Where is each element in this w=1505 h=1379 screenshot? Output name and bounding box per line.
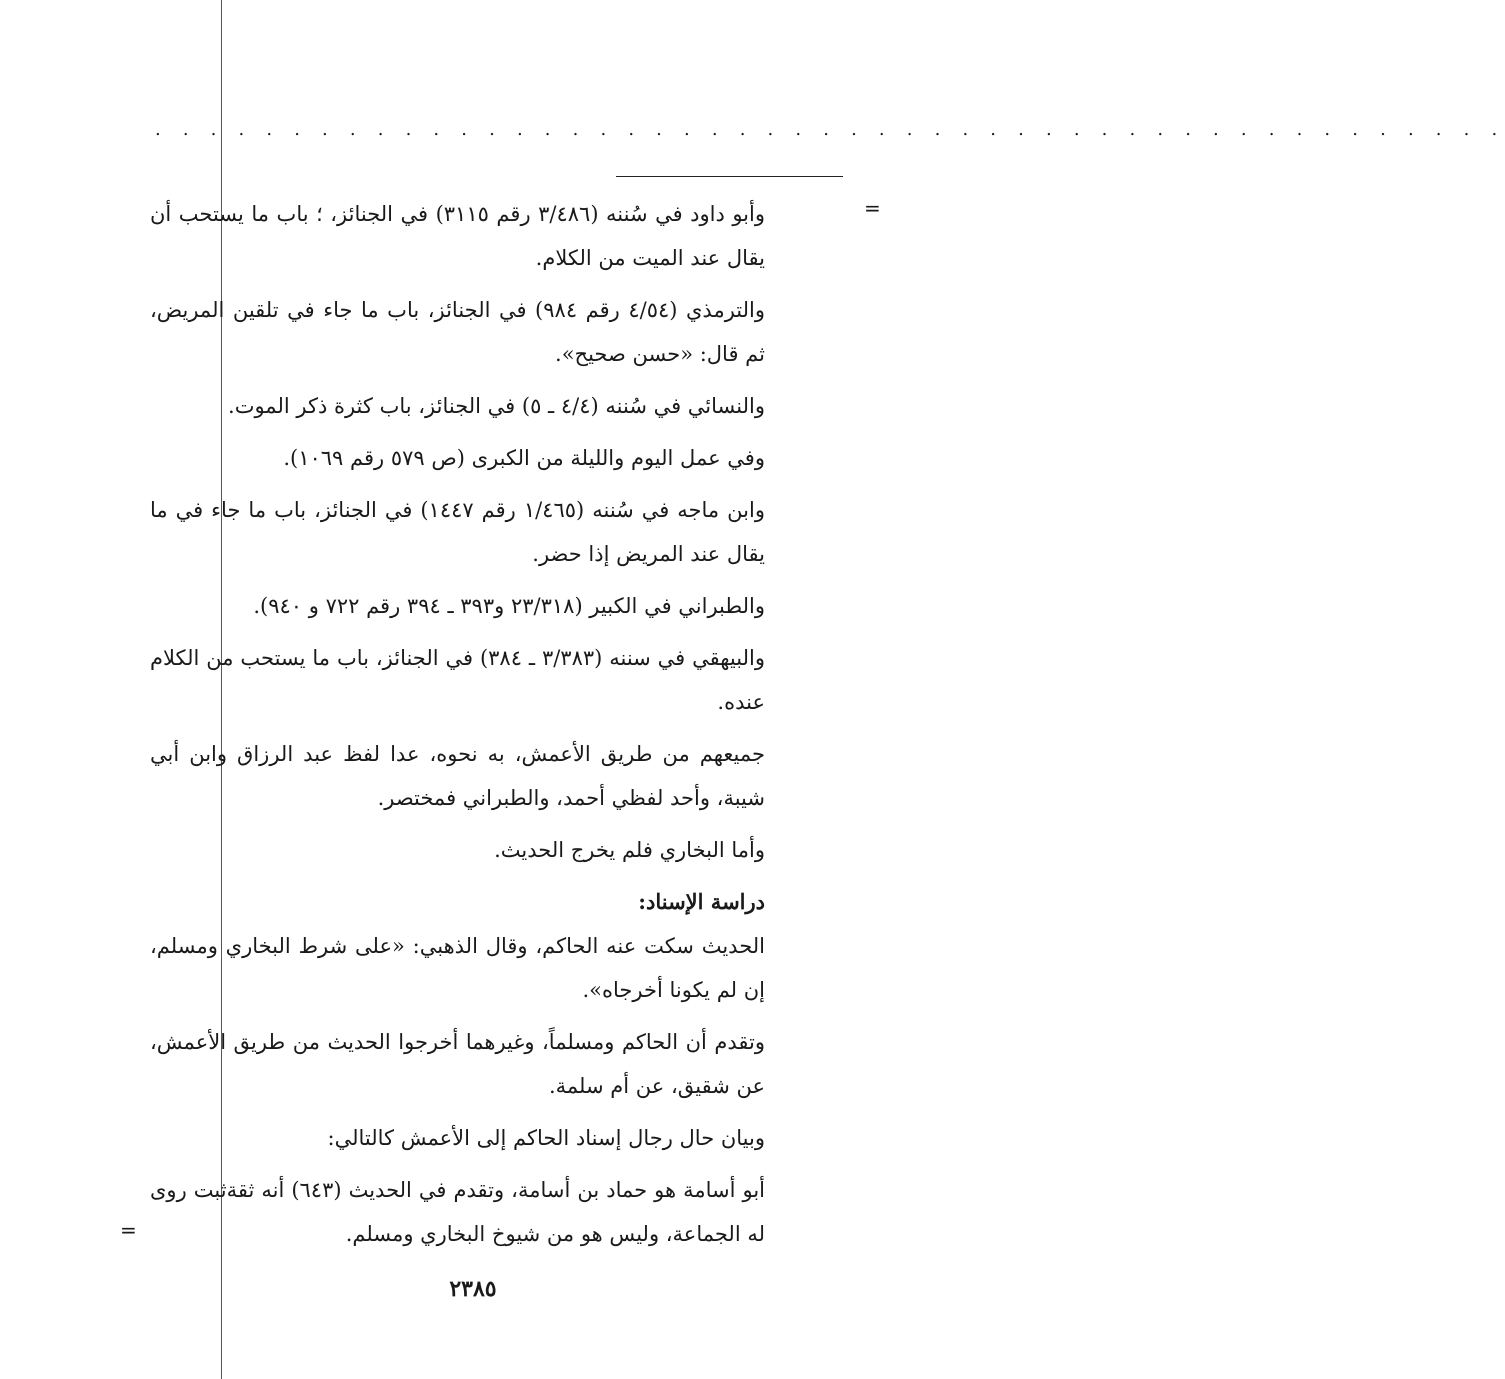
paragraph: أبو أسامة هو حماد بن أسامة، وتقدم في الحديث (٦٤٣) أنه ثقةثبت روى له الجماعة، وليس هو من شيوخ البخاري ومسلم.: [150, 1178, 766, 1246]
main-text: [150, 192, 765, 1264]
paragraph: والنسائي في سُننه (٤/٤ ـ ٥) في الجنائز، باب كثرة ذكر الموت.: [228, 394, 765, 418]
paragraph: والبيهقي في سننه (٣/٣٨٣ ـ ٣٨٤) في الجنائز، باب ما يستحب من الكلام عنده.: [150, 646, 765, 714]
footnote-rule: [616, 176, 843, 177]
section-heading: دراسة الإسناد:: [638, 889, 765, 914]
paragraph: والطبراني في الكبير (٢٣/٣١٨ و٣٩٣ ـ ٣٩٤ رقم ٧٢٢ و ٩٤٠).: [253, 594, 765, 618]
paragraph: وتقدم أن الحاكم ومسلماً، وغيرهما أخرجوا الحديث من طريق الأعمش، عن شقيق، عن أم سلمة.: [150, 1030, 765, 1098]
paragraph: والترمذي (٤/٥٤ رقم ٩٨٤) في الجنائز، باب ما جاء في تلقين المريض، ثم قال: «حسن صحيح».: [150, 298, 765, 366]
paragraph: وأبو داود في سُننه (٣/٤٨٦ رقم ٣١١٥) في الجنائز، ؛ باب ما يستحب أن يقال عند الميت من الكلام.: [150, 202, 765, 270]
paragraph: جميعهم من طريق الأعمش، به نحوه، عدا لفظ عبد الرزاق وابن أبي شيبة، وأحد لفظي أحمد، والطبراني فمختصر.: [150, 742, 765, 810]
margin-mark-right: =: [864, 196, 881, 220]
dotted-separator: . . . . . . . . . . . . . . . . . . . . . . . . . . . . . . . . . . . . . . . . . . . . . . . . .: [155, 119, 1505, 140]
margin-mark-left: =: [120, 1218, 137, 1242]
page-number: ٢٣٨٥: [449, 1276, 497, 1302]
paragraph: الحديث سكت عنه الحاكم، وقال الذهبي: «على شرط البخاري ومسلم، إن لم يكونا أخرجاه».: [150, 934, 765, 1002]
paragraph: وأما البخاري فلم يخرج الحديث.: [494, 838, 765, 862]
paragraph: وبيان حال رجال إسناد الحاكم إلى الأعمش كالتالي:: [327, 1126, 765, 1150]
paragraph: وابن ماجه في سُننه (١/٤٦٥ رقم ١٤٤٧) في الجنائز، باب ما جاء في ما يقال عند المريض إذا حضر.: [150, 498, 765, 566]
paragraph: وفي عمل اليوم والليلة من الكبرى (ص ٥٧٩ رقم ١٠٦٩).: [283, 446, 765, 470]
